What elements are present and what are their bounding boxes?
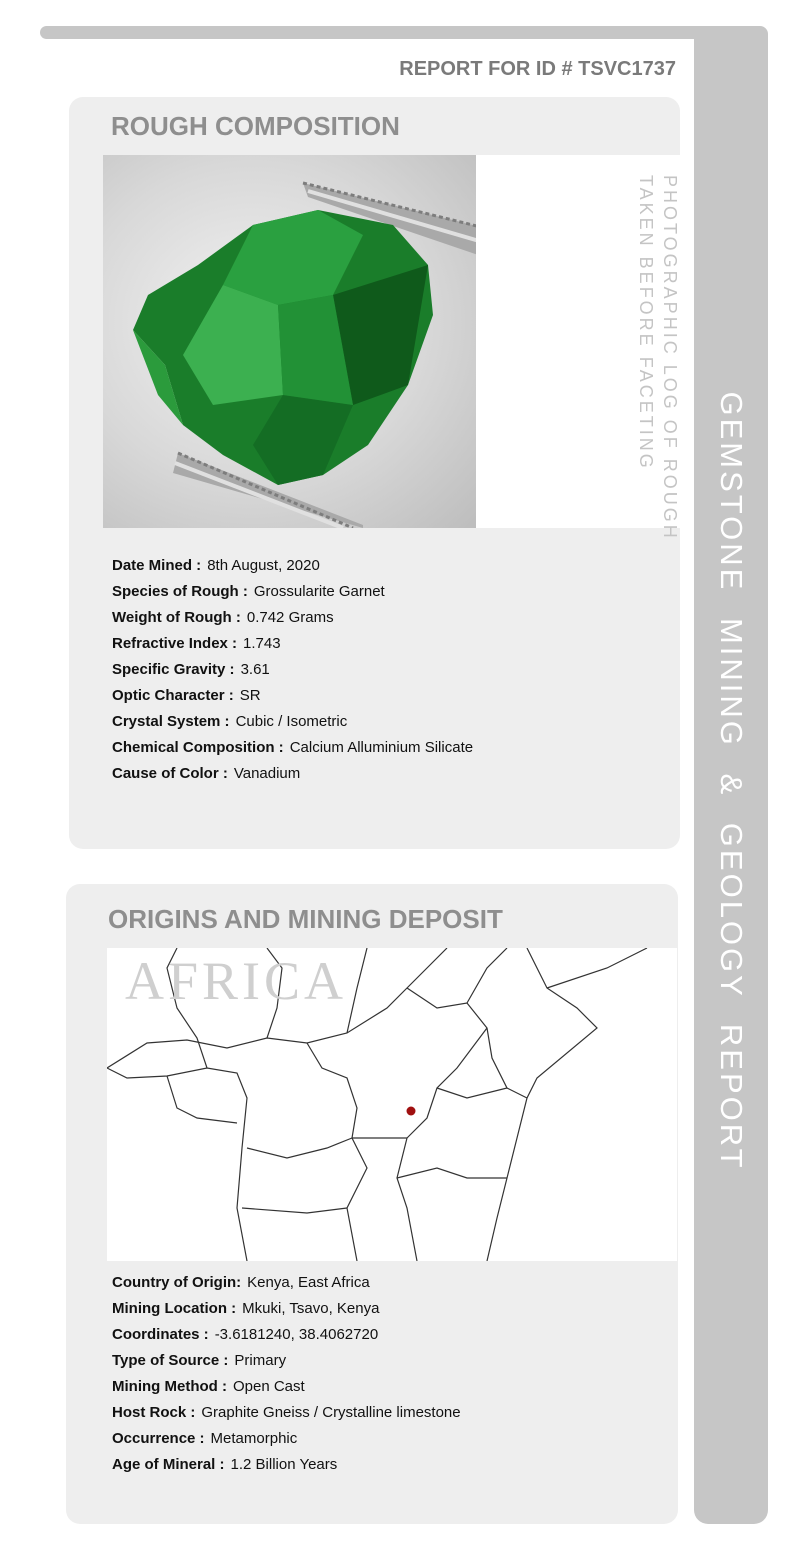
report-id: REPORT FOR ID # TSVC1737	[399, 58, 676, 80]
origins-fields-list	[112, 1270, 461, 1478]
field-date-mined: Date Mined : 8th August, 2020	[112, 557, 320, 574]
rough-gem-photo	[103, 155, 476, 528]
field-weight: Weight of Rough : 0.742 Grams	[112, 609, 334, 626]
field-occurrence: Occurrence : Metamorphic	[112, 1430, 298, 1447]
field-coordinates: Coordinates : -3.6181240, 38.4062720	[112, 1326, 379, 1343]
mine-location-marker	[407, 1107, 416, 1116]
field-country-of-origin: Country of Origin: Kenya, East Africa	[112, 1274, 370, 1291]
field-age-of-mineral: Age of Mineral : 1.2 Billion Years	[112, 1456, 338, 1473]
field-refractive-index: Refractive Index : 1.743	[112, 635, 281, 652]
field-chemical-composition: Chemical Composition : Calcium Alluminium Silicate	[112, 739, 474, 756]
field-mining-location: Mining Location : Mkuki, Tsavo, Kenya	[112, 1300, 380, 1317]
origins-title: ORIGINS AND MINING DEPOSIT	[108, 904, 503, 934]
top-decorative-bar	[40, 26, 730, 39]
africa-map	[107, 948, 677, 1261]
side-title: GEMSTONE MINING & GEOLOGY REPORT	[714, 391, 749, 1171]
rough-fields-list	[112, 553, 473, 787]
field-optic-character: Optic Character : SR	[112, 687, 261, 704]
field-mining-method: Mining Method : Open Cast	[112, 1378, 305, 1395]
field-crystal-system: Crystal System : Cubic / Isometric	[112, 713, 348, 730]
side-title-container	[694, 26, 768, 1524]
photo-caption	[600, 175, 690, 541]
rough-photo-area	[103, 155, 680, 528]
field-specific-gravity: Specific Gravity : 3.61	[112, 661, 270, 678]
field-type-of-source: Type of Source : Primary	[112, 1352, 287, 1369]
map-label: AFRICA	[125, 951, 348, 1011]
photo-caption-line-2: TAKEN BEFORE FACETING	[636, 175, 656, 471]
rough-composition-title: ROUGH COMPOSITION	[111, 111, 400, 141]
field-species: Species of Rough : Grossularite Garnet	[112, 583, 385, 600]
field-host-rock: Host Rock : Graphite Gneiss / Crystalline limestone	[112, 1404, 461, 1421]
photo-caption-line-1: PHOTOGRAPHIC LOG OF ROUGH	[660, 175, 680, 541]
field-cause-of-color: Cause of Color : Vanadium	[112, 765, 301, 782]
